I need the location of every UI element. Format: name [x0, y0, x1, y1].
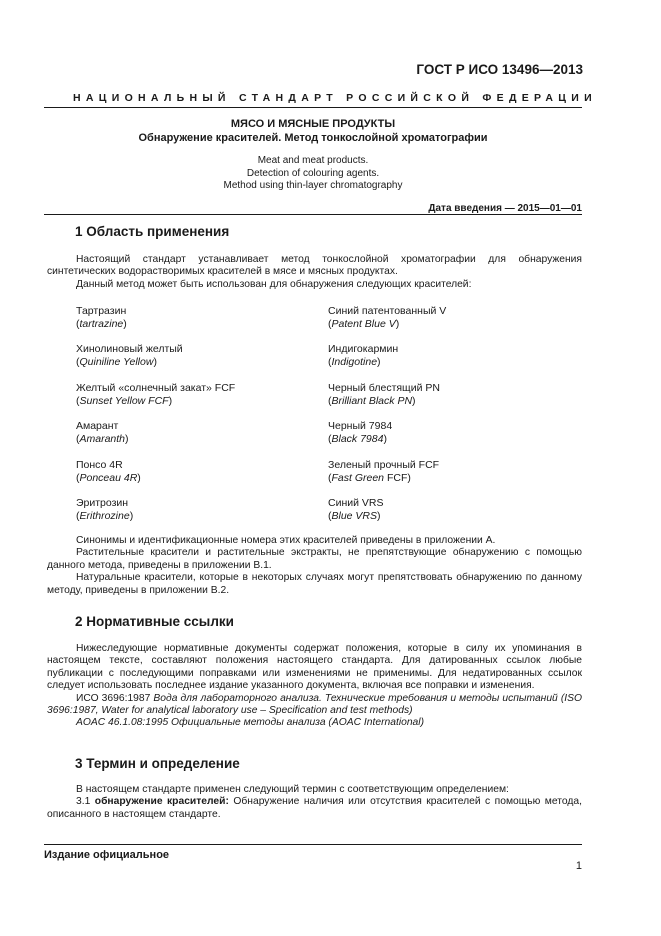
dye-item [76, 459, 141, 485]
dye-item [328, 382, 440, 408]
title-ru-main: МЯСО И МЯСНЫЕ ПРОДУКТЫ [230, 118, 396, 130]
dye-name-lat-line [76, 472, 141, 485]
dye-item [328, 343, 398, 369]
dye-name-lat: Black 7984 [331, 433, 384, 446]
national-standard-banner: НАЦИОНАЛЬНЫЙ СТАНДАРТ РОССИЙСКОЙ ФЕДЕРАЦИИ [73, 92, 597, 104]
introduction-date: Дата введения — 2015—01—01 [428, 203, 582, 214]
paren: ( [76, 510, 80, 522]
section-2-heading: 2 Нормативные ссылки [75, 614, 234, 629]
paren: ( [328, 510, 332, 522]
dye-item [76, 420, 129, 446]
paren: ) [383, 433, 387, 446]
paren: ( [328, 394, 332, 407]
dye-item [328, 420, 392, 446]
paren: FCF) [384, 471, 411, 484]
section-1-notes [47, 535, 582, 597]
paren: ( [76, 433, 80, 446]
section-1-heading: 1 Область применения [75, 224, 230, 239]
dye-name-lat-line [328, 472, 439, 485]
title-en-line: Meat and meat products. [257, 155, 369, 166]
dye-name-lat: Indigotine [331, 356, 378, 369]
dye-name-ru: Хинолиновый желтый [76, 343, 183, 356]
paren: ( [328, 471, 332, 484]
dye-item [76, 343, 183, 369]
dye-name-lat-line [328, 433, 392, 446]
dye-name-ru: Черный блестящий PN [328, 381, 440, 394]
dye-name-ru: Желтый «солнечный закат» FCF [76, 381, 236, 394]
dye-name-lat-line [76, 510, 133, 523]
paren: ( [328, 433, 332, 446]
dye-item [328, 497, 383, 523]
paren: ( [76, 318, 80, 330]
dye-name-lat: Blue VRS [331, 510, 378, 522]
paren: ( [328, 318, 332, 330]
reference-title: Вода для лабораторного анализа. Технические требования и методы испытаний (ISO 3696:1987, Water for analytical laboratory use – Specification and test methods) [47, 692, 583, 717]
dye-name-ru: Эритрозин [76, 497, 129, 509]
date-rule [44, 214, 582, 215]
term: обнаружение красителей: [94, 796, 229, 808]
dye-name-ru: Понсо 4R [76, 458, 123, 471]
reference-code: ИСО 3696:1987 [76, 692, 154, 704]
paren: ( [76, 356, 80, 369]
reference-iso [47, 693, 582, 718]
dye-item [328, 305, 446, 331]
paragraph: В настоящем стандарте применен следующий термин с соответствующим определением: [76, 784, 509, 795]
dye-name-ru: Синий патентованный V [328, 305, 447, 317]
dye-name-lat: tartrazine [79, 318, 124, 330]
dye-item [328, 459, 439, 485]
paren: ) [129, 510, 134, 522]
paragraph: Настоящий стандарт устанавливает метод тонкослойной хроматографии для обнаружения синтетических водорастворимых красителей в мясе и мясных продуктах. [47, 254, 582, 278]
paren: ) [168, 394, 173, 407]
paragraph: Данный метод может быть использован для обнаружения следующих красителей: [76, 278, 472, 290]
paren: ) [153, 356, 157, 369]
paren: ( [328, 356, 332, 369]
dye-name-lat: Amaranth [79, 433, 126, 446]
paragraph: Натуральные красители, которые в некоторых случаях могут препятствовать обнаружению по данному методу, приведены в приложении В.2. [47, 572, 582, 596]
paren: ( [76, 394, 80, 407]
dye-name-lat-line [76, 395, 235, 408]
paragraph: Растительные красители и растительные экстракты, не препятствующие обнаружению с помощью данного метода, приведены в приложении В.1. [47, 547, 582, 571]
title-en-line: Detection of colouring agents. [246, 167, 380, 179]
paren: ) [123, 318, 127, 330]
section-3-body [47, 784, 582, 821]
dye-name-ru: Тартразин [76, 305, 127, 317]
dye-name-lat: Sunset Yellow FCF [79, 394, 169, 407]
dye-name-lat-line [328, 395, 440, 408]
title-en-line: Method using thin-layer chromatography [223, 180, 403, 191]
paren: ) [412, 394, 416, 407]
section-3-heading: 3 Термин и определение [75, 756, 240, 771]
dye-name-lat: Patent Blue V [331, 318, 396, 330]
footer-rule [44, 844, 582, 845]
paragraph: Нижеследующие нормативные документы содержат положения, которые в силу их упоминания в настоящем тексте, составляют положения настоящего стандарта. Для датированных ссылок любые публикации с последующими поправками или изменениями не применимы. Для недатированных ссылок следует использовать последнее издание указанного документа, включая все поправки и изменения. [47, 643, 582, 692]
dye-item [76, 497, 133, 523]
dye-name-ru: Синий VRS [328, 497, 384, 509]
paren: ) [377, 356, 381, 369]
dye-name-ru: Зеленый прочный FCF [328, 458, 440, 471]
term-definition [47, 796, 582, 821]
paren: ) [377, 510, 381, 522]
paren: ) [125, 433, 129, 446]
term-number: 3.1 [76, 796, 95, 808]
dye-name-lat-line [328, 510, 383, 523]
dye-name-lat-line [328, 318, 446, 331]
paren: ) [137, 471, 141, 484]
dye-name-ru: Черный 7984 [328, 420, 393, 433]
reference-title: AOAC 46.1.08:1995 Официальные методы анализа (AOAC International) [76, 717, 424, 729]
dye-name-lat: Quiniline Yellow [79, 356, 154, 369]
paren: ) [395, 318, 400, 330]
edition-label: Издание официальное [44, 849, 170, 861]
dye-name-lat: Brilliant Black PN [331, 394, 413, 407]
section-1-intro [47, 254, 582, 291]
dye-name-ru: Индигокармин [328, 343, 399, 356]
paragraph: Синонимы и идентификационные номера этих красителей приведены в приложении А. [76, 535, 496, 546]
dye-name-lat-line [76, 318, 127, 331]
dye-item [76, 382, 235, 408]
title-en [44, 155, 582, 193]
dye-name-lat-line [328, 356, 398, 369]
title-ru-subtitle: Обнаружение красителей. Метод тонкослойной хроматографии [138, 132, 488, 144]
definition: Обнаружение наличия или отсутствия красителей с помощью метода, описанного в настоящем стандарте. [47, 796, 582, 820]
dye-name-lat: Ponceau 4R [79, 471, 138, 484]
paren: ( [76, 471, 80, 484]
reference-aoac [47, 717, 582, 729]
header-rule [44, 107, 582, 108]
dye-item [76, 305, 127, 331]
section-2-body [47, 643, 582, 730]
page-number: 1 [575, 860, 582, 872]
dye-name-lat: Erithrozine [79, 510, 130, 522]
document-code: ГОСТ Р ИСО 13496—2013 [416, 62, 583, 77]
dye-name-lat-line [76, 433, 129, 446]
dye-name-ru: Амарант [76, 420, 119, 433]
dye-name-lat: Fast Green [331, 471, 385, 484]
dye-name-lat-line [76, 356, 183, 369]
